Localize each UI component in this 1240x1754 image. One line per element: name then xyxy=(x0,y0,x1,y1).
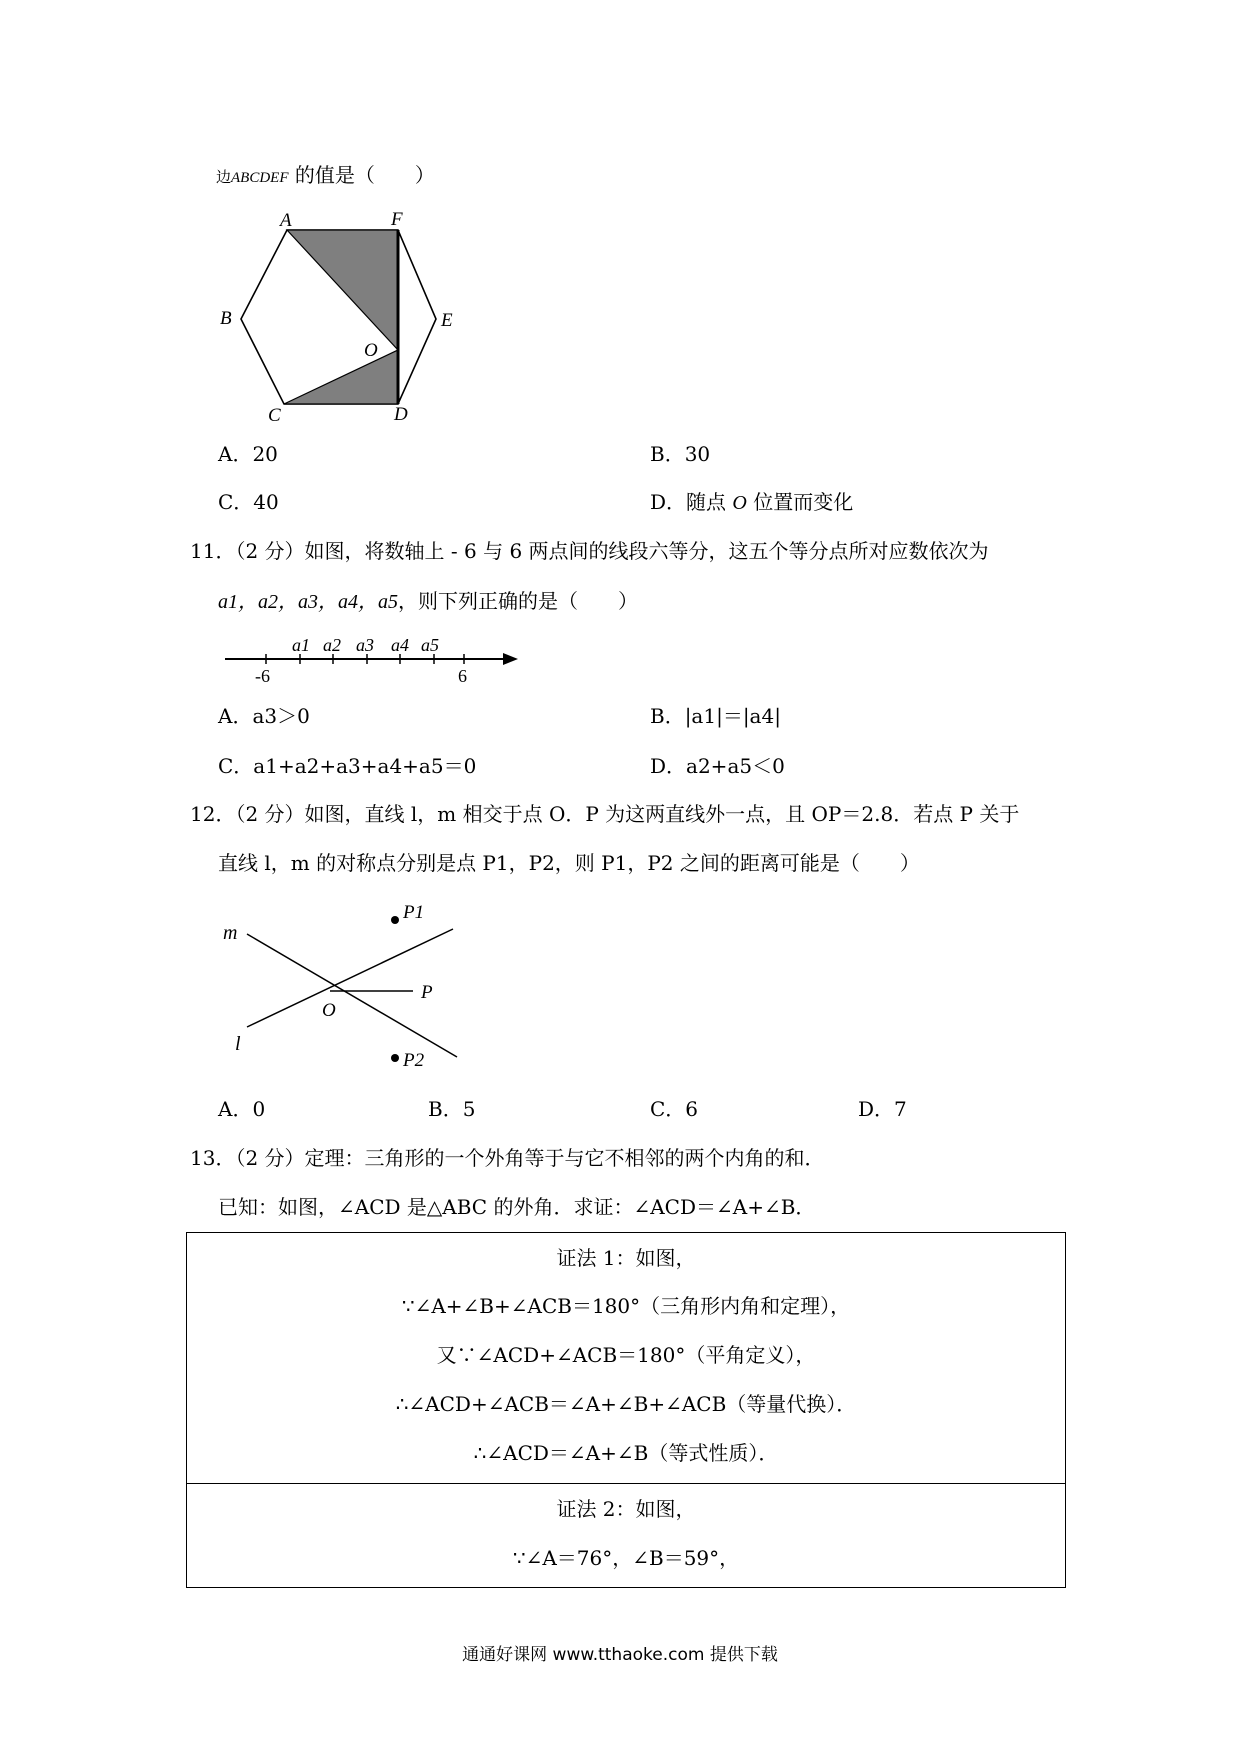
proof1-line: 证法 1：如图， xyxy=(556,1246,696,1270)
q12-option-d: D．7 xyxy=(858,1097,907,1121)
q12-option-b: B．5 xyxy=(428,1097,476,1121)
proof2-line: ∵∠A＝76°，∠B＝59°， xyxy=(512,1546,740,1570)
label-a: A xyxy=(280,210,292,231)
label-e: E xyxy=(441,310,453,331)
q11-line2 xyxy=(218,588,638,615)
q12-line1: 12．（2 分）如图，直线 l，m 相交于点 O．P 为这两直线外一点，且 OP＝2.8．若点 P 关于 xyxy=(190,802,1020,826)
label-c: C xyxy=(268,405,281,426)
label-o: O xyxy=(364,340,378,361)
proof-divider xyxy=(187,1483,1065,1484)
q11-vars: a1，a2，a3，a4，a5 xyxy=(218,591,398,613)
q10-stem xyxy=(216,162,435,191)
label-pos6: 6 xyxy=(458,666,467,684)
point-p2 xyxy=(391,1054,399,1062)
q10-option-b: B．30 xyxy=(650,442,711,466)
shaded-triangle-bottom xyxy=(284,350,398,404)
q10-option-d-suffix: 位置而变化 xyxy=(746,490,854,514)
proof1-line: 又∵∠ACD+∠ACB＝180°（平角定义）， xyxy=(436,1343,816,1367)
q10-option-d-prefix: D．随点 xyxy=(650,490,733,514)
proof1-line: ∴∠ACD＝∠A+∠B（等式性质）． xyxy=(473,1441,779,1465)
label-a2: a2 xyxy=(323,635,341,655)
page-footer: 通通好课网 www.tthaoke.com 提供下载 xyxy=(462,1645,778,1665)
label-neg6: -6 xyxy=(255,666,270,684)
q11-option-a: A．a3＞0 xyxy=(218,704,310,728)
q10-option-c: C．40 xyxy=(218,490,279,514)
proof1-line: ∴∠ACD+∠ACB＝∠A+∠B+∠ACB（等量代换）． xyxy=(395,1392,857,1416)
q11-line2-suffix: ，则下列正确的是（ ） xyxy=(398,589,638,613)
q10-option-d xyxy=(650,489,853,516)
label-b: B xyxy=(220,308,232,329)
q11-option-b: B．|a1|＝|a4| xyxy=(650,704,781,728)
number-line-figure xyxy=(220,628,520,684)
label-f: F xyxy=(391,209,403,230)
arrow-head-icon xyxy=(503,653,518,665)
label-d: D xyxy=(394,404,408,425)
q13-line2: 已知：如图，∠ACD 是△ABC 的外角．求证：∠ACD＝∠A+∠B． xyxy=(218,1195,816,1219)
q10-option-d-italic: O xyxy=(732,492,747,514)
q12-line2: 直线 l，m 的对称点分别是点 P1，P2，则 P1，P2 之间的距离可能是（ ） xyxy=(218,851,920,875)
q11-line1: 11．（2 分）如图，将数轴上 - 6 与 6 两点间的线段六等分，这五个等分点所对应数依次为 xyxy=(190,539,989,563)
q10-stem-italic: ABCDEF xyxy=(231,170,289,186)
label-a1: a1 xyxy=(292,635,310,655)
label-p: P xyxy=(421,982,433,1003)
label-a3: a3 xyxy=(356,635,374,655)
label-m: m xyxy=(223,922,238,944)
proof2-line: 证法 2：如图， xyxy=(556,1497,696,1521)
q11-option-d: D．a2+a5＜0 xyxy=(650,754,785,778)
q11-option-c: C．a1+a2+a3+a4+a5＝0 xyxy=(218,754,477,778)
q10-stem-prefix: 边 xyxy=(216,168,232,186)
hexagon-figure xyxy=(205,200,475,430)
label-l: l xyxy=(235,1033,241,1055)
line-l xyxy=(247,929,453,1027)
label-a5: a5 xyxy=(421,635,439,655)
q12-option-c: C．6 xyxy=(650,1097,699,1121)
label-a4: a4 xyxy=(391,635,409,655)
label-o: O xyxy=(322,1000,336,1021)
q12-option-a: A．0 xyxy=(218,1097,266,1121)
label-p2: P2 xyxy=(403,1050,425,1070)
proof1-line: ∵∠A+∠B+∠ACB＝180°（三角形内角和定理）， xyxy=(401,1294,851,1318)
q10-stem-suffix: 的值是（ ） xyxy=(288,163,435,187)
point-p1 xyxy=(391,916,399,924)
intersecting-lines-figure xyxy=(215,890,475,1070)
q13-line1: 13．（2 分）定理：三角形的一个外角等于与它不相邻的两个内角的和． xyxy=(190,1146,825,1170)
shaded-triangle-top xyxy=(287,230,398,350)
label-p1: P1 xyxy=(403,902,425,923)
proof-table xyxy=(186,1232,1066,1588)
q10-option-a: A．20 xyxy=(218,442,278,466)
